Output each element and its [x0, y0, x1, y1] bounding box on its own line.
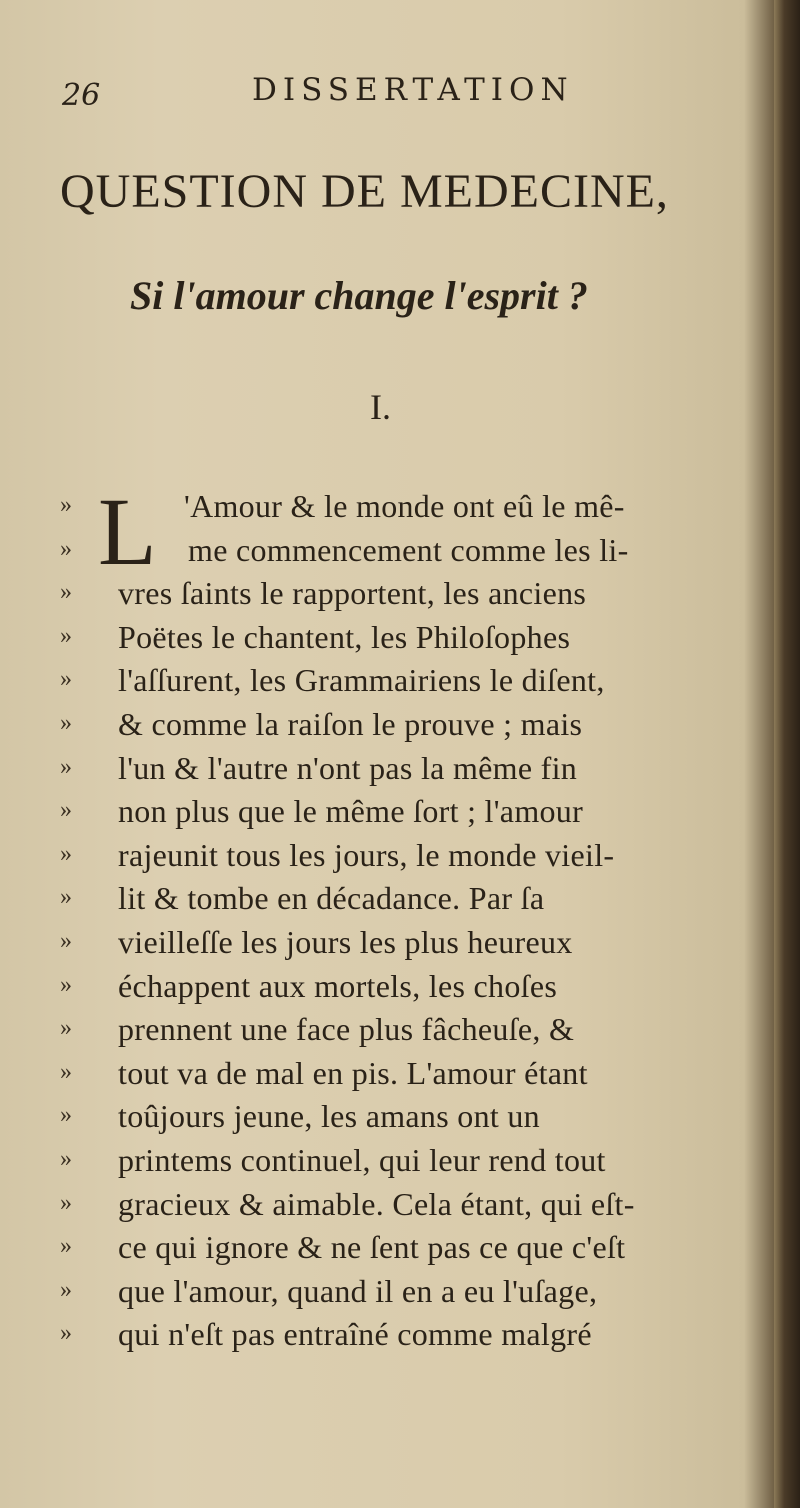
- subtitle: Si l'amour change l'esprit ?: [130, 273, 588, 318]
- text-line: [60, 1011, 770, 1055]
- quote-mark: »: [60, 927, 72, 954]
- text-line: [60, 575, 770, 619]
- text-line: [60, 1186, 770, 1230]
- text-line: [60, 619, 770, 663]
- line-text: l'un & l'autre n'ont pas la même fin: [118, 749, 578, 786]
- text-line: [60, 1055, 770, 1099]
- page-gutter: [774, 0, 800, 1508]
- body-text: [60, 488, 770, 1360]
- text-line: [60, 1229, 770, 1273]
- text-line: [60, 837, 770, 881]
- text-line: [60, 968, 770, 1012]
- line-text: printems continuel, qui leur rend tout: [118, 1141, 606, 1178]
- section-number: I.: [370, 387, 391, 427]
- page-number: 26: [62, 78, 101, 113]
- line-text: 'Amour & le monde ont eû le mê-: [184, 488, 625, 524]
- quote-mark: »: [60, 1233, 72, 1260]
- quote-mark: »: [60, 753, 72, 780]
- quote-mark: »: [60, 579, 72, 606]
- quote-mark: »: [60, 1145, 72, 1172]
- line-text: rajeunit tous les jours, le monde vieil-: [118, 836, 615, 873]
- line-text: toûjours jeune, les amans ont un: [118, 1098, 540, 1135]
- quote-mark: »: [60, 709, 72, 736]
- text-line: [60, 750, 770, 794]
- text-line: [60, 706, 770, 750]
- text-line: [60, 1316, 770, 1360]
- text-line: [60, 488, 770, 532]
- line-text: gracieux & aimable. Cela étant, qui eſt-: [118, 1185, 635, 1222]
- quote-mark: »: [60, 1189, 72, 1216]
- text-line: [60, 532, 770, 576]
- quote-mark: »: [60, 1320, 72, 1347]
- line-text: non plus que le même ſort ; l'amour: [118, 793, 584, 830]
- quote-mark: »: [60, 1276, 72, 1303]
- quote-mark: »: [60, 1102, 72, 1129]
- line-text: l'aſſurent, les Grammairiens le diſent,: [118, 662, 605, 699]
- quote-mark: »: [60, 622, 72, 649]
- quote-mark: »: [60, 1015, 72, 1042]
- line-text: Poëtes le chantent, les Philoſophes: [118, 618, 571, 655]
- text-line: [60, 1098, 770, 1142]
- text-line: [60, 662, 770, 706]
- line-text: échappent aux mortels, les choſes: [118, 967, 558, 1004]
- quote-mark: »: [60, 840, 72, 867]
- line-text: vieilleſſe les jours les plus heureux: [118, 923, 573, 960]
- quote-mark: »: [60, 797, 72, 824]
- quote-mark: »: [60, 666, 72, 693]
- quote-mark: »: [60, 1058, 72, 1085]
- line-text: tout va de mal en pis. L'amour étant: [118, 1054, 588, 1091]
- drop-cap: L: [98, 478, 157, 585]
- quote-mark: »: [60, 492, 72, 518]
- line-text: vres ſaints le rapportent, les anciens: [118, 575, 587, 612]
- text-line: [60, 793, 770, 837]
- line-text: & comme la raiſon le prouve ; mais: [118, 705, 583, 742]
- line-text: que l'amour, quand il en a eu l'uſage,: [118, 1272, 598, 1309]
- line-text: lit & tombe en décadance. Par ſa: [118, 880, 545, 917]
- section-title: QUESTION DE MEDECINE,: [60, 165, 669, 218]
- line-text: ce qui ignore & ne ſent pas ce que c'eſt: [118, 1229, 626, 1266]
- quote-mark: »: [60, 884, 72, 911]
- line-text: qui n'eſt pas entraîné comme malgré: [118, 1316, 592, 1353]
- text-line: [60, 1273, 770, 1317]
- quote-mark: »: [60, 971, 72, 998]
- line-text: prennent une face plus fâcheuſe, &: [118, 1011, 575, 1048]
- text-line: [60, 1142, 770, 1186]
- running-head: DISSERTATION: [252, 72, 574, 108]
- text-line: [60, 880, 770, 924]
- text-line: [60, 924, 770, 968]
- quote-mark: »: [60, 535, 72, 562]
- line-text: me commencement comme les li-: [188, 531, 629, 568]
